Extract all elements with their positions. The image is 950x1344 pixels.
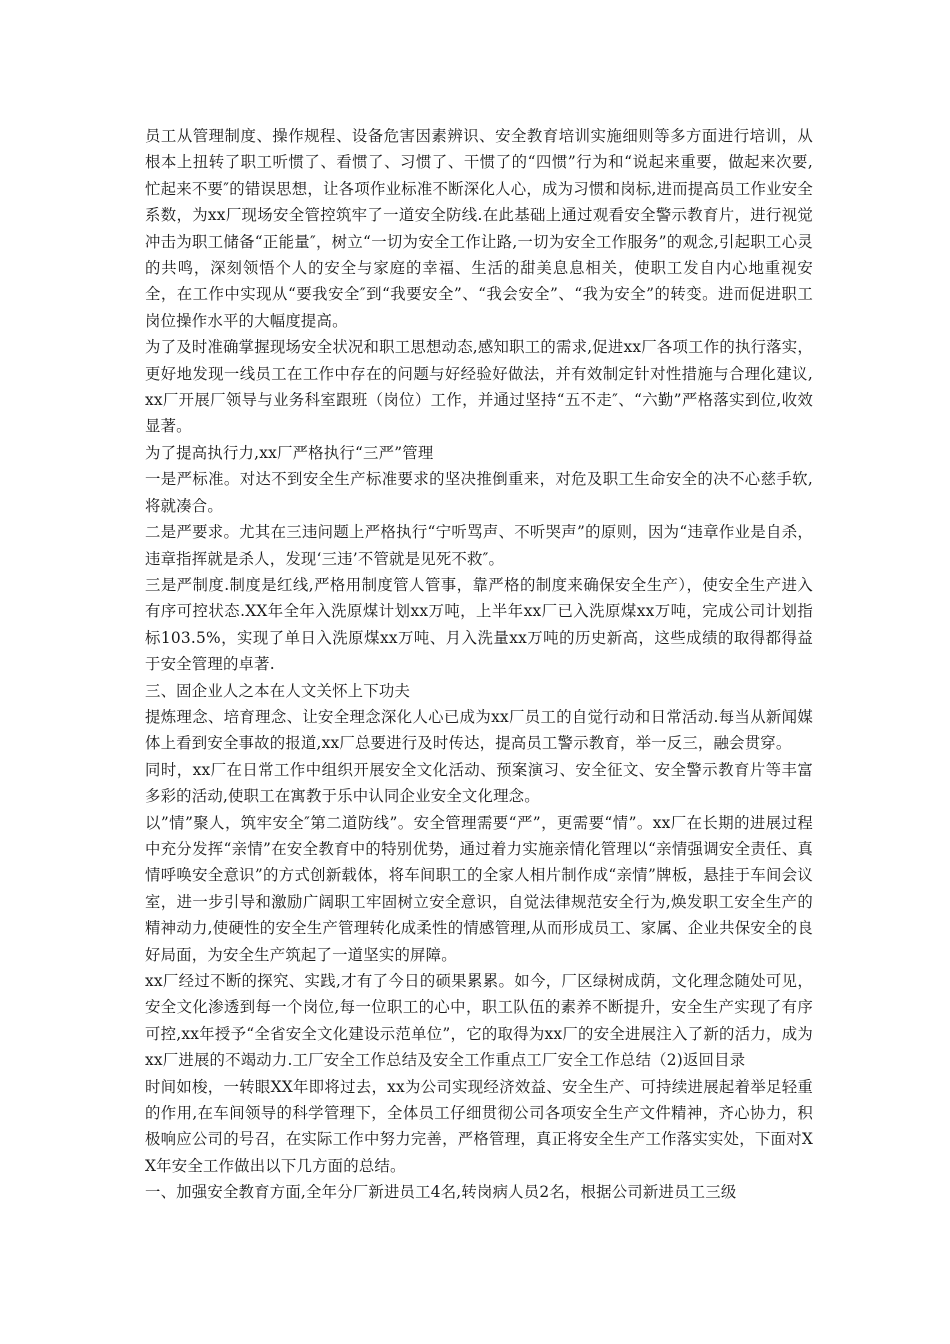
paragraph-three-strict-heading: 为了提高执行力,xx厂严格执行“三严”管理 xyxy=(145,443,434,462)
paragraph-family-affection: 以”情”聚人，筑牢安全″第二道防线”。安全管理需要“严”，更需要“情”。xx厂在长期的进展过程中充分发挥“亲情”在安全教育中的特别优势，通过着力实施亲情化管理以“亲情强调安全责任、真情呼唤安全意识”的方式创新载体，将车间职工的全家人相片制作成“亲情”牌板，悬挂于车间会议室，进一步引导和激励广阔职工牢固树立安全意识，自觉法律规范安全行为,焕发职工安全生产的精神动力,使硬性的安全生产管理转化成柔性的情感管理,从而形成员工、家属、企业共保安全的良好局面，为安全生产筑起了一道坚实的屏障。 xyxy=(145,813,813,964)
paragraph-strict-requirement: 二是严要求。尤其在三违问题上严格执行“宁听骂声、不听哭声”的原则，因为“违章作业是自杀，违章指挥就是杀人，发现‘三违’不管就是见死不救″。 xyxy=(145,523,813,568)
paragraph-refine-concept: 提炼理念、培育理念、让安全理念深化人心已成为xx厂员工的自觉行动和日常活动.每当从新闻媒体上看到安全事故的报道,xx厂总要进行及时传达，提高员工警示教育，举一反三，融会贯穿。 xyxy=(145,707,813,753)
paragraph-shift-following: 为了及时准确掌握现场安全状况和职工思想动态,感知职工的需求,促进xx厂各项工作的执行落实，更好地发现一线员工在工作中存在的问题与好经验好做法，并有效制定针对性措施与合理化建议,xx厂开展厂领导与业务科室跟班（岗位）工作，并通过坚持“五不走″、“六勤”严格落实到位,收效显著。 xyxy=(145,338,813,436)
paragraph-achievements: xx厂经过不断的探究、实践,才有了今日的硕果累累。如今，厂区绿树成荫，文化理念随处可见，安全文化渗透到每一个岗位,每一位职工的心中，职工队伍的素养不断提升，安全生产实现了有序可控,xx年授予“全省安全文化建设示范单位”，它的取得为xx厂的安全进展注入了新的活力，成为xx厂进展的不竭动力.工厂安全工作总结及安全工作重点工厂安全工作总结（2)返回目录 xyxy=(145,972,813,1070)
paragraph-training-safety-concept: 员工从管理制度、操作规程、设备危害因素辨识、安全教育培训实施细则等多方面进行培训，从根本上扭转了职工听惯了、看惯了、习惯了、干惯了的“四惯”行为和“说起来重要，做起来次要,忙起来不要″的错误思想，让各项作业标准不断深化人心，成为习惯和岗标,进而提高员工作业安全系数，为xx厂现场安全管控筑牢了一道安全防线.在此基础上通过观看安全警示教育片，进行视觉冲击为职工储备“正能量″，树立“一切为安全工作让路,一切为安全工作服务”的观念,引起职工心灵的共鸣，深刻领悟个人的安全与家庭的幸福、生活的甜美息息相关，使职工发自内心地重视安全，在工作中实现从“要我安全″到“我要安全”、“我会安全”、“我为安全”的转变。进而促进职工岗位操作水平的大幅度提高。 xyxy=(145,127,813,330)
paragraph-strict-standard: 一是严标准。对达不到安全生产标准要求的坚决推倒重来，对危及职工生命安全的决不心慈手软,将就凑合。 xyxy=(145,470,813,515)
paragraph-year-summary: 时间如梭，一转眼XX年即将过去，xx为公司实现经济效益、安全生产、可持续进展起着举足轻重的作用,在车间领导的科学管理下，全体员工仔细贯彻公司各项安全生产文件精神，齐心协力，积极响应公司的号召，在实际工作中努力完善，严格管理，真正将安全生产工作落实实处，下面对XX年安全工作做出以下几方面的总结。 xyxy=(145,1077,813,1175)
paragraph-culture-activities: 同时，xx厂在日常工作中组织开展安全文化活动、预案演习、安全征文、安全警示教育片等丰富多彩的活动,使职工在寓教于乐中认同企业安全文化理念。 xyxy=(145,760,813,806)
document-body xyxy=(145,123,813,1206)
paragraph-strict-system: 三是严制度.制度是红线,严格用制度管人管事，靠严格的制度来确保安全生产），使安全生产进入有序可控状态.XX年全年入洗原煤计划xx万吨，上半年xx厂已入洗原煤xx万吨，完成公司计划指标103.5%，实现了单日入洗原煤xx万吨、月入洗量xx万吨的历史新高，这些成绩的取得都得益于安全管理的卓著. xyxy=(145,575,813,674)
section-heading-humanistic-care: 三、固企业人之本在人文关怀上下功夫 xyxy=(145,681,411,700)
paragraph-safety-education: 一、加强安全教育方面,全年分厂新进员工4名,转岗病人员2名，根据公司新进员工三级 xyxy=(145,1183,737,1202)
